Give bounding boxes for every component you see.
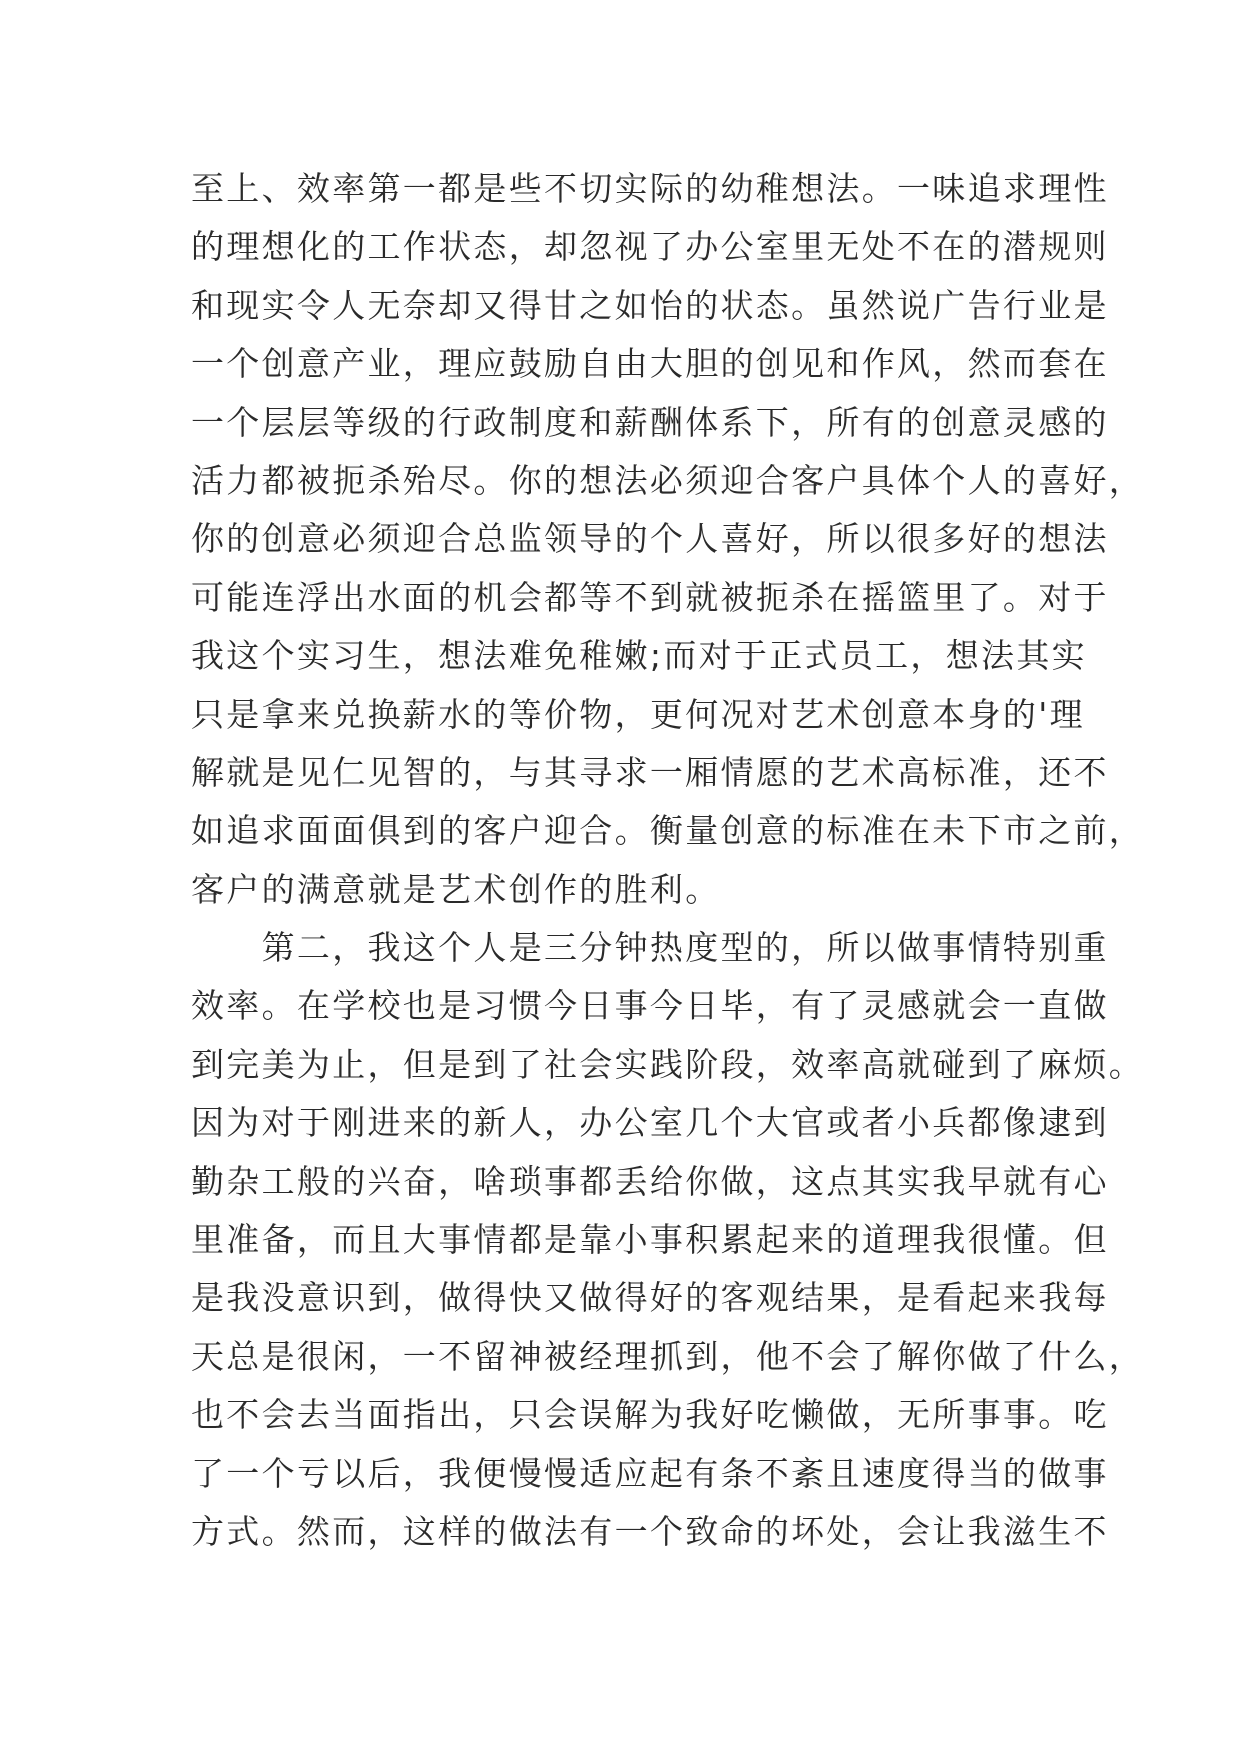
text-line: 和现实令人无奈却又得甘之如怡的状态。虽然说广告行业是 (191, 285, 1109, 325)
text-line: 如追求面面俱到的客户迎合。衡量创意的标准在未下市之前， (191, 811, 1145, 851)
text-line: 客户的满意就是艺术创作的胜利。 (191, 869, 721, 909)
text-line: 到完美为止，但是到了社会实践阶段，效率高就碰到了麻烦。 (191, 1044, 1145, 1084)
paragraph-start-line: 第二，我这个人是三分钟热度型的，所以做事情特别重 (191, 928, 1109, 968)
text-line: 方式。然而，这样的做法有一个致命的坏处，会让我滋生不 (191, 1511, 1109, 1551)
text-line: 效率。在学校也是习惯今日事今日毕，有了灵感就会一直做 (191, 986, 1109, 1026)
text-line: 我这个实习生，想法难免稚嫩;而对于正式员工，想法其实 (191, 636, 1087, 676)
text-line: 你的创意必须迎合总监领导的个人喜好，所以很多好的想法 (191, 519, 1109, 559)
text-line: 至上、效率第一都是些不切实际的幼稚想法。一味追求理性 (191, 169, 1109, 208)
text-line: 天总是很闲，一不留神被经理抓到，他不会了解你做了什么， (191, 1336, 1145, 1376)
text-line: 的理想化的工作状态，却忽视了办公室里无处不在的潜规则 (191, 227, 1109, 267)
text-line: 只是拿来兑换薪水的等价物，更何况对艺术创意本身的'理 (191, 694, 1085, 734)
text-line: 一个创意产业，理应鼓励自由大胆的创见和作风，然而套在 (191, 344, 1109, 384)
text-line: 也不会去当面指出，只会误解为我好吃懒做，无所事事。吃 (191, 1395, 1109, 1435)
text-line: 勤杂工般的兴奋，啥琐事都丢给你做，这点其实我早就有心 (191, 1161, 1109, 1201)
text-line: 了一个亏以后，我便慢慢适应起有条不紊且速度得当的做事 (191, 1453, 1109, 1493)
text-line: 一个层层等级的行政制度和薪酬体系下，所有的创意灵感的 (191, 402, 1109, 442)
text-line: 解就是见仁见智的，与其寻求一厢情愿的艺术高标准，还不 (191, 752, 1109, 792)
text-line: 活力都被扼杀殆尽。你的想法必须迎合客户具体个人的喜好， (191, 460, 1145, 500)
text-line: 因为对于刚进来的新人，办公室几个大官或者小兵都像逮到 (191, 1103, 1109, 1143)
text-line: 是我没意识到，做得快又做得好的客观结果，是看起来我每 (191, 1278, 1109, 1318)
text-line: 里准备，而且大事情都是靠小事积累起来的道理我很懂。但 (191, 1220, 1109, 1260)
body-text (191, 160, 1145, 1561)
text-line: 可能连浮出水面的机会都等不到就被扼杀在摇篮里了。对于 (191, 577, 1109, 617)
